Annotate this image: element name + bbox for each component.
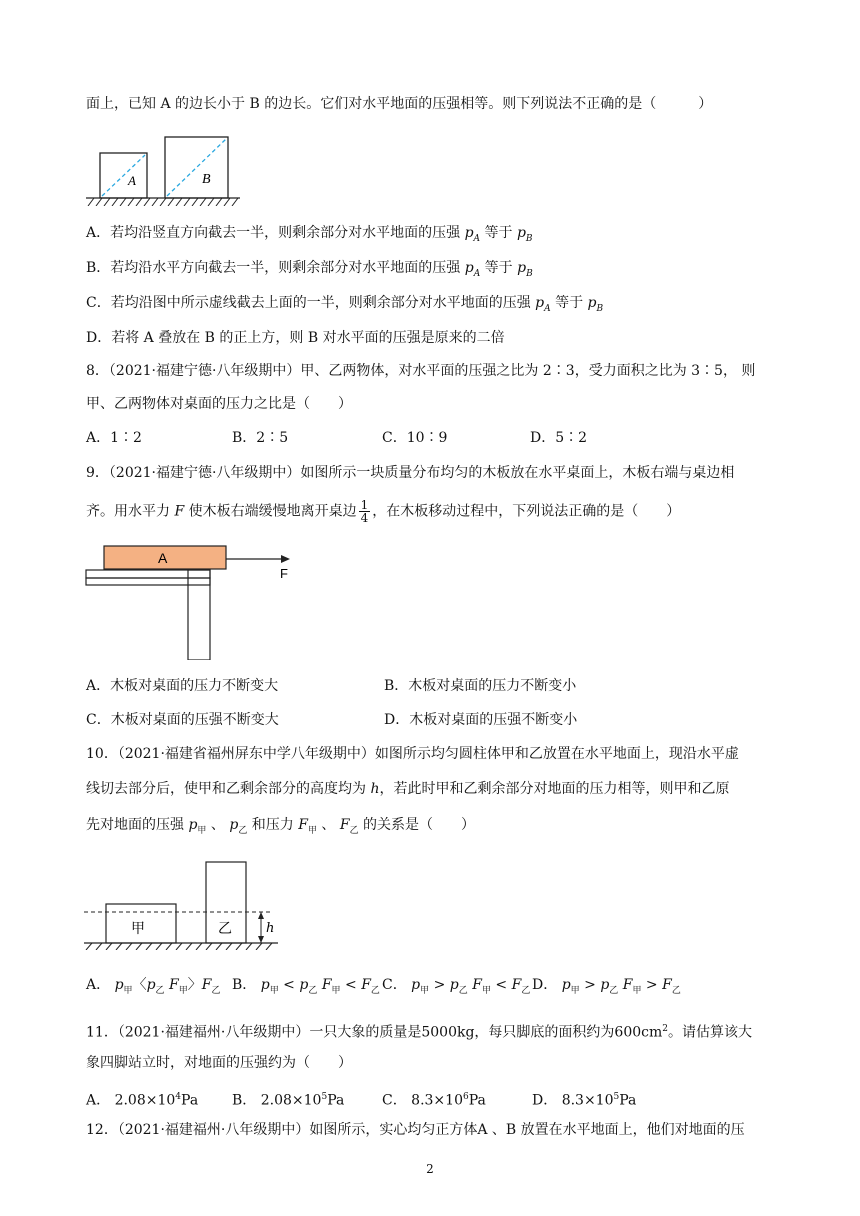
fraction-one-quarter: $\frac{1}{4}$ bbox=[360, 498, 369, 525]
q9-figure bbox=[84, 540, 294, 660]
q10-option-b[interactable]: B． $p_甲 < p_乙$ $F_甲 < F_乙$ bbox=[232, 977, 380, 996]
q7-option-c[interactable]: C．若均沿图中所示虚线截去上面的一半，则剩余部分对水平地面的压强 $p_A$ 等于 $p_B$ bbox=[86, 295, 604, 314]
q8-option-c[interactable]: C．10∶9 bbox=[382, 430, 448, 446]
q9-fig-force-label: F bbox=[280, 566, 288, 581]
q11-stem-1: 11．（2021·福建福州·八年级期中）一只大象的质量是5000kg，每只脚底的面积约为$600cm^2$。请估算该大 bbox=[86, 1024, 752, 1041]
q10-option-d[interactable]: D． $p_甲 > p_乙$ $F_甲 > F_乙$ bbox=[532, 977, 681, 996]
q9-option-c[interactable]: C．木板对桌面的压强不断变大 bbox=[86, 712, 279, 728]
q7-option-d[interactable]: D．若将 A 叠放在 B 的正上方，则 B 对水平面的压强是原来的二倍 bbox=[86, 330, 505, 346]
q10-fig-jia: 甲 bbox=[131, 921, 145, 937]
q9-option-b[interactable]: B．木板对桌面的压力不断变小 bbox=[384, 678, 577, 694]
q7-fig-label-b: B bbox=[202, 172, 211, 187]
q9-stem-2: 齐。用水平力 F 使木板右端缓慢地离开桌边 $\frac{1}{4}$ ，在木板移动过程中，下列说法正确的是（ ） bbox=[86, 498, 681, 525]
q10-stem-2: 线切去部分后，使甲和乙剩余部分的高度均为 h，若此时甲和乙剩余部分对地面的压力相等，则甲和乙原 bbox=[86, 781, 730, 797]
q7-stem: 面上，已知 A 的边长小于 B 的边长。它们对水平地面的压强相等。则下列说法不正确的是（ ） bbox=[86, 96, 713, 112]
q7-figure bbox=[84, 130, 244, 206]
q10-option-c[interactable]: C． $p_甲 > p_乙$ $F_甲 < F_乙$ bbox=[382, 977, 531, 996]
q12-stem-1: 12．（2021·福建福州·八年级期中）如图所示，实心均匀正方体A 、B 放置在水平地面上，他们对地面的压 bbox=[86, 1122, 745, 1138]
q11-option-d[interactable]: D． $8.3\times 10^5Pa$ bbox=[532, 1092, 637, 1109]
q8-option-b[interactable]: B．2∶5 bbox=[232, 430, 289, 446]
q10-fig-h: h bbox=[266, 921, 275, 936]
q10-stem-3: 先对地面的压强 $p_甲$ 、 $p_乙$ 和压力 $F_甲$ 、 $F_乙$ 的关系是（ ） bbox=[86, 817, 476, 836]
q8-stem-1: 8．（2021·福建宁德·八年级期中）甲、乙两物体，对水平面的压强之比为 2∶3，受力面积之比为 3∶5， 则 bbox=[86, 363, 756, 379]
q9-stem-1: 9．（2021·福建宁德·八年级期中）如图所示一块质量分布均匀的木板放在水平桌面上，木板右端与桌边相 bbox=[86, 465, 735, 481]
q9-option-a[interactable]: A．木板对桌面的压力不断变大 bbox=[86, 678, 279, 694]
q11-option-a[interactable]: A． $2.08\times 10^4Pa$ bbox=[86, 1092, 199, 1109]
q7-option-b[interactable]: B．若均沿水平方向截去一半，则剩余部分对水平地面的压强 $p_A$ 等于 $p_B$ bbox=[86, 260, 533, 279]
q8-option-d[interactable]: D．5∶2 bbox=[530, 430, 588, 446]
q8-stem-2: 甲、乙两物体对桌面的压力之比是（ ） bbox=[86, 396, 352, 412]
q10-option-a[interactable]: A． $p_甲$〈$p_乙$ $F_甲$〉$F_乙$ bbox=[86, 977, 221, 996]
q8-option-a[interactable]: A．1∶2 bbox=[86, 430, 142, 446]
q11-stem-2: 象四脚站立时，对地面的压强约为（ ） bbox=[86, 1055, 352, 1071]
q10-fig-yi: 乙 bbox=[218, 921, 232, 937]
q11-option-c[interactable]: C． $8.3\times 10^6Pa$ bbox=[382, 1092, 486, 1109]
q9-option-d[interactable]: D．木板对桌面的压强不断变小 bbox=[384, 712, 578, 728]
q7-option-a[interactable]: A．若均沿竖直方向截去一半，则剩余部分对水平地面的压强 $p_A$ 等于 $p_B$ bbox=[86, 225, 533, 244]
q7-fig-label-a: A bbox=[128, 173, 136, 188]
page-number: 2 bbox=[426, 1162, 434, 1176]
q9-fig-board-label: A bbox=[158, 550, 168, 566]
q10-figure bbox=[82, 858, 282, 950]
q11-option-b[interactable]: B． $2.08\times 10^5Pa$ bbox=[232, 1092, 345, 1109]
q10-stem-1: 10．（2021·福建省福州屏东中学八年级期中）如图所示均匀圆柱体甲和乙放置在水平地面上，现沿水平虚 bbox=[86, 746, 739, 762]
